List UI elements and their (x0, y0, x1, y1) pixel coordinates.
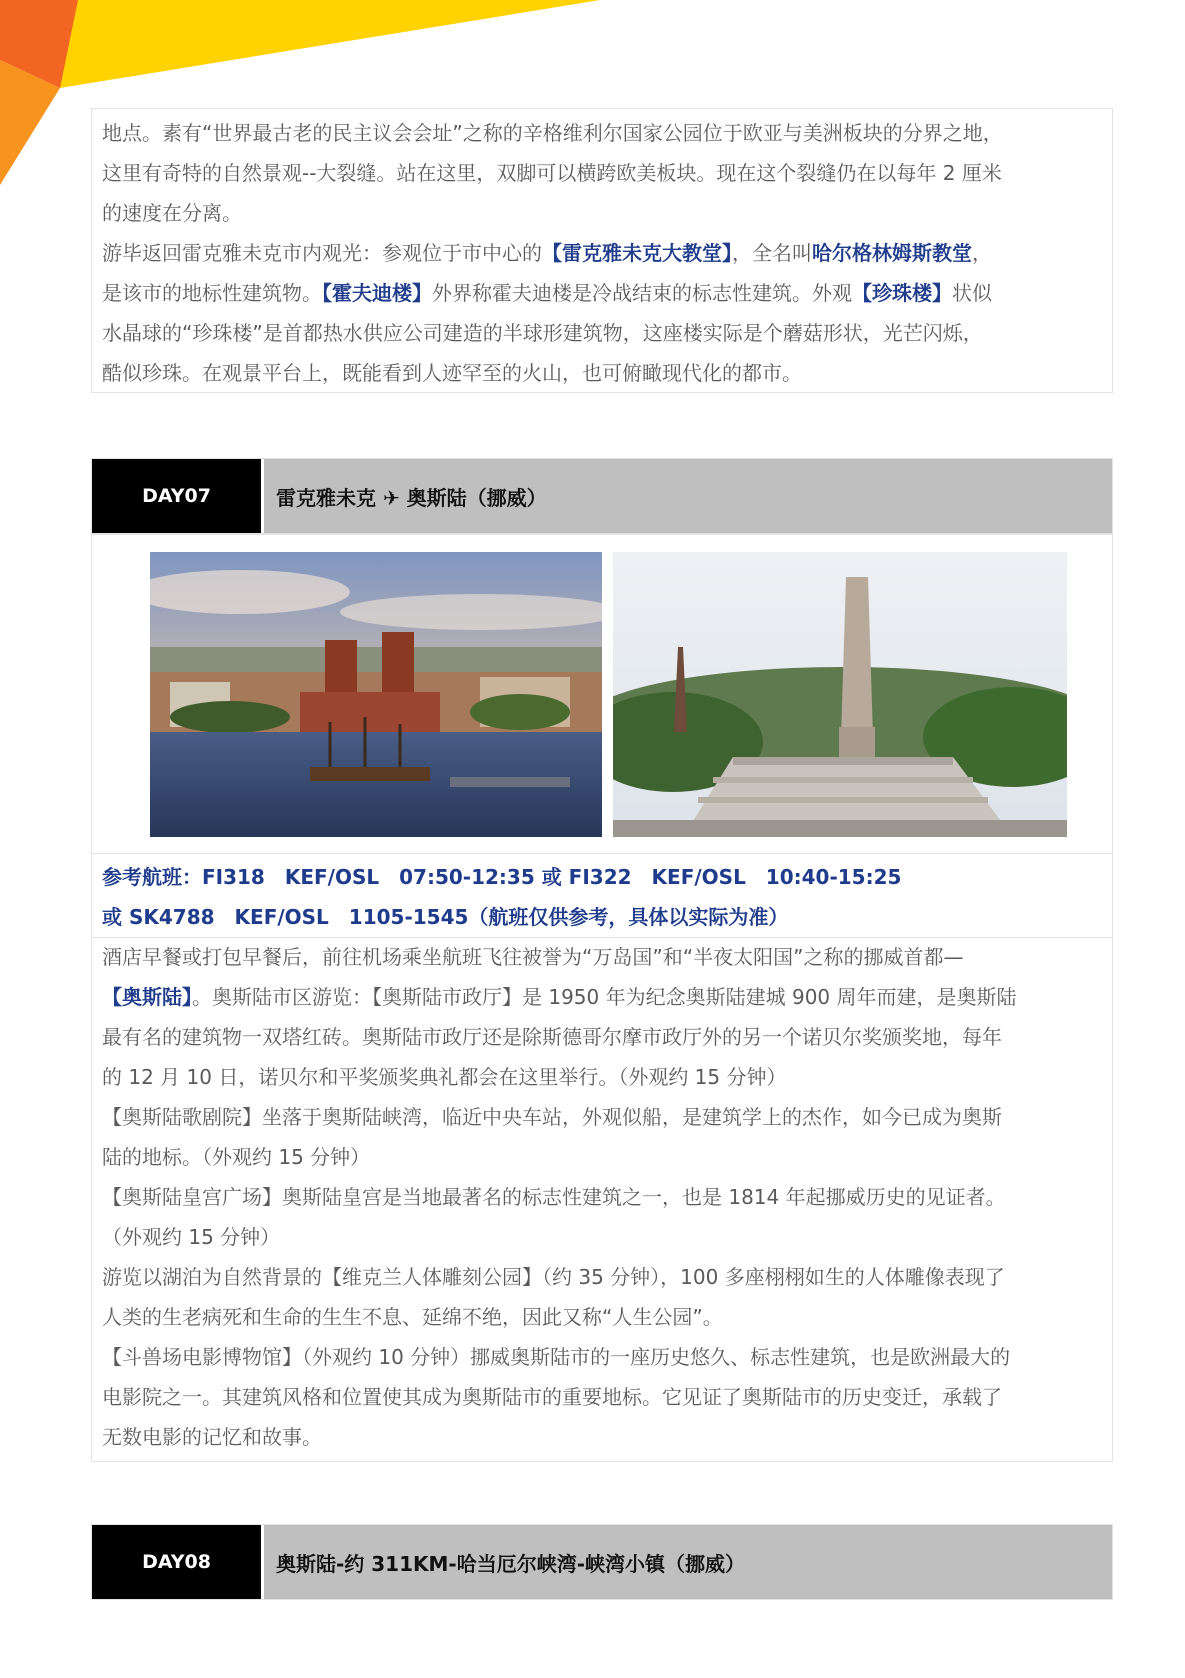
day-label: DAY08 (92, 1525, 261, 1599)
day-label: DAY07 (92, 459, 261, 533)
text-span: ，全名叫 (732, 241, 812, 265)
highlight-perlan: 【珍珠楼】 (852, 281, 952, 305)
text-span: 状似 (952, 281, 992, 305)
paragraph-line (92, 233, 1112, 273)
paragraph-line: 无数电影的记忆和故事。 (102, 1425, 322, 1449)
text-span: 外界称霍夫迪楼是冷战结束的标志性建筑。外观 (432, 281, 852, 305)
paragraph-line: 的速度在分离。 (102, 201, 242, 225)
paragraph-line: 【斗兽场电影博物馆】（外观约 10 分钟）挪威奥斯陆市的一座历史悠久、标志性建筑，也是欧洲最大的 (102, 1345, 1011, 1369)
highlight-oslo: 【奥斯陆】 (102, 985, 192, 1009)
paragraph-line (92, 273, 1112, 313)
itinerary-text-box (91, 108, 1113, 393)
paragraph-line: 【奥斯陆皇宫广场】奥斯陆皇宫是当地最著名的标志性建筑之一，也是 1814 年起挪威历史的见证者。 (102, 1185, 1006, 1209)
paragraph-line: 最有名的建筑物一双塔红砖。奥斯陆市政厅还是除斯德哥尔摩市政厅外的另一个诺贝尔奖颁奖地，每年 (102, 1025, 1002, 1049)
text-span: 。奥斯陆市区游览：【奥斯陆市政厅】是 1950 年为纪念奥斯陆建城 900 周年而建，是奥斯陆 (192, 985, 1017, 1009)
highlight-reykjavik-cathedral: 【雷克雅未克大教堂】 (542, 241, 732, 265)
paragraph-line: 这里有奇特的自然景观--大裂缝。站在这里，双脚可以横跨欧美板块。现在这个裂缝仍在以每年 2 厘米 (102, 161, 1002, 185)
paragraph-line (92, 977, 1112, 1017)
paragraph-line: （外观约 15 分钟） (102, 1225, 281, 1249)
paragraph-line: 【奥斯陆歌剧院】坐落于奥斯陆峡湾，临近中央车站，外观似船，是建筑学上的杰作，如今已成为奥斯 (102, 1105, 1002, 1129)
highlight-hofdi-house: 【霍夫迪楼】 (322, 281, 432, 305)
day08-header (91, 1524, 1113, 1600)
paragraph-line: 酒店早餐或打包早餐后，前往机场乘坐航班飞往被誉为“万岛国”和“半夜太阳国”之称的挪威首都— (102, 945, 964, 969)
paragraph-line: 酷似珍珠。在观景平台上，既能看到人迹罕至的火山，也可俯瞰现代化的都市。 (102, 361, 802, 385)
paragraph-line: 地点。素有“世界最古老的民主议会会址”之称的辛格维利尔国家公园位于欧亚与美洲板块的分界之地， (102, 121, 1003, 145)
paragraph-line: 的 12 月 10 日，诺贝尔和平奖颁奖典礼都会在这里举行。（外观约 15 分钟） (102, 1065, 787, 1089)
text-span: 是该市的地标性建筑物。 (102, 281, 322, 305)
text-span: 游毕返回雷克雅未克市内观光：参观位于市中心的 (102, 241, 542, 265)
flight-info-line: 参考航班：FI318 KEF/OSL 07:50-12:35 或 FI322 KEF/OSL 10:40-15:25 (102, 865, 902, 889)
oslo-city-hall-photo (150, 552, 602, 837)
paragraph-line: 电影院之一。其建筑风格和位置使其成为奥斯陆市的重要地标。它见证了奥斯陆市的历史变迁，承载了 (102, 1385, 1002, 1409)
paragraph-line: 游览以湖泊为自然背景的【维克兰人体雕刻公园】（约 35 分钟），100 多座栩栩如生的人体雕像表现了 (102, 1265, 1005, 1289)
paragraph-line: 人类的生老病死和生命的生生不息、延绵不绝，因此又称“人生公园”。 (102, 1305, 723, 1329)
vigeland-park-photo (613, 552, 1067, 837)
day07-content-box (91, 534, 1113, 1462)
paragraph-line: 水晶球的“珍珠楼”是首都热水供应公司建造的半球形建筑物，这座楼实际是个蘑菇形状，光芒闪烁， (102, 321, 983, 345)
paragraph-line: 陆的地标。（外观约 15 分钟） (102, 1145, 371, 1169)
day-title: 奥斯陆-约 311KM-哈当厄尔峡湾-峡湾小镇（挪威） (264, 1525, 1112, 1599)
flight-info-line: 或 SK4788 KEF/OSL 1105-1545（航班仅供参考，具体以实际为准） (102, 905, 789, 929)
highlight-hallgrimskirkja: 哈尔格林姆斯教堂 (812, 241, 972, 265)
day07-header (91, 458, 1113, 534)
day-title: 雷克雅未克 ✈ 奥斯陆（挪威） (264, 459, 1112, 533)
text-span: ， (972, 241, 992, 265)
